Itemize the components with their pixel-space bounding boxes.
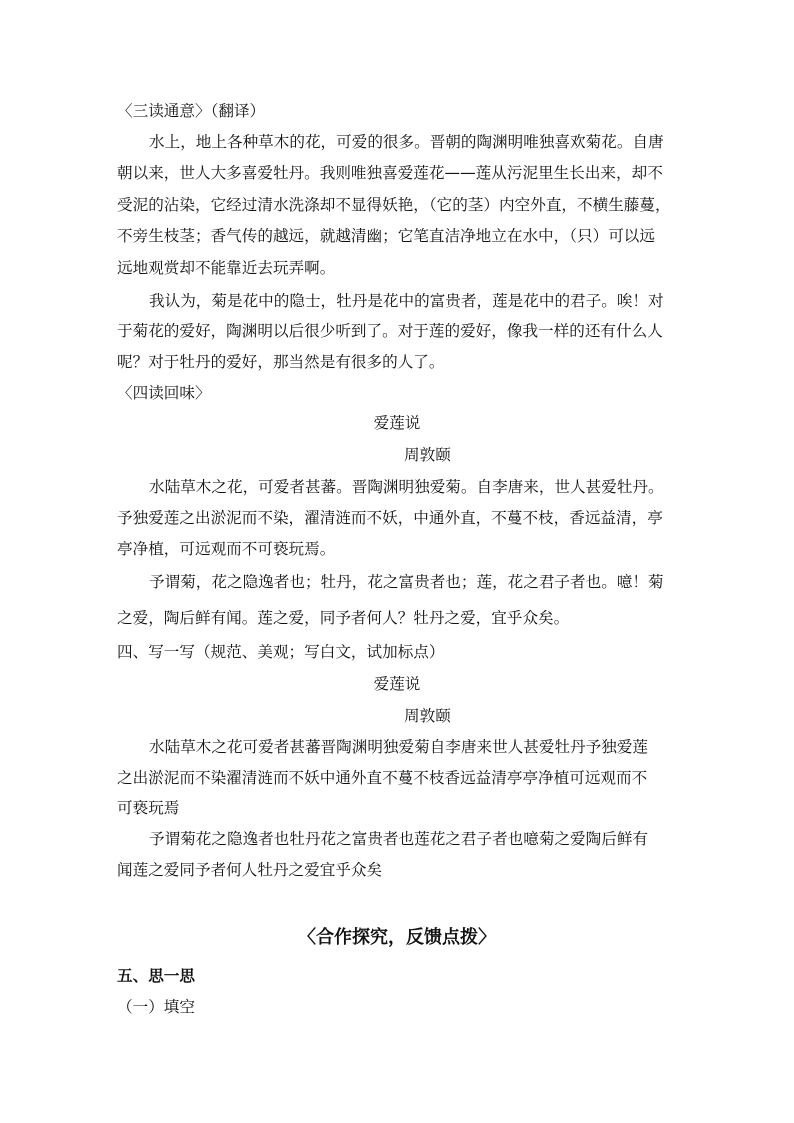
reading-author: 周敦颐: [404, 446, 451, 464]
reading-p1-line: 予独爱莲之出淤泥而不染，濯清涟而不妖，中通外直，不蔓不枝，香远益清，亭: [117, 509, 663, 527]
writing-p1-line: 之出淤泥而不染濯清涟而不妖中通外直不蔓不枝香远益清亭亭净植可远观而不: [117, 769, 648, 787]
writing-p1-line: 可亵玩焉: [117, 799, 180, 817]
reading-p1-line: 亭净植，可远观而不可亵玩焉。: [117, 540, 336, 558]
writing-heading: 四、写一写（规范、美观；写白文，试加标点）: [117, 643, 445, 661]
translation-p1-line: 水上，地上各种草木的花，可爱的很多。晋朝的陶渊明唯独喜欢菊花。自唐: [149, 133, 664, 151]
writing-p2-line: 闻莲之爱同予者何人牡丹之爱宜乎众矣: [117, 861, 383, 879]
writing-author: 周敦颐: [404, 707, 451, 725]
reading-title: 爱莲说: [373, 414, 421, 432]
reading-p1-line: 水陆草木之花，可爱者甚蕃。晋陶渊明独爱菊。自李唐来，世人甚爱牡丹。: [149, 478, 664, 496]
translation-p2-line: 呢？对于牡丹的爱好，那当然是有很多的人了。: [117, 353, 445, 371]
reading-p2-line: 予谓菊，花之隐逸者也；牡丹，花之富贵者也；莲，花之君子者也。噫！菊: [149, 573, 664, 591]
think-subheading: （一）填空: [117, 998, 195, 1016]
think-heading: 五、思一思: [117, 967, 195, 985]
writing-p1-line: 水陆草木之花可爱者甚蕃晋陶渊明独爱菊自李唐来世人甚爱牡丹予独爱莲: [149, 738, 649, 756]
translation-p2-line: 我认为，菊是花中的隐士，牡丹是花中的富贵者，莲是花中的君子。唉！对: [149, 292, 664, 310]
reading-heading: 〈四读回味〉: [117, 384, 211, 402]
translation-heading: 〈三读通意〉（翻译）: [117, 102, 266, 120]
reading-p2-line: 之爱，陶后鲜有闻。莲之爱，同予者何人？牡丹之爱，宜乎众矣。: [117, 609, 570, 627]
translation-p2-line: 于菊花的爱好，陶渊明以后很少听到了。对于莲的爱好，像我一样的还有什么人: [117, 322, 663, 340]
translation-p1-line: 朝以来，世人大多喜爱牡丹。我则唯独喜爱莲花——莲从污泥里生长出来，却不: [117, 164, 663, 182]
translation-p1-line: 受泥的沾染，它经过清水洗涤却不显得妖艳，（它的茎）内空外直，不横生藤蔓，: [117, 196, 671, 214]
writing-p2-line: 予谓菊花之隐逸者也牡丹花之富贵者也莲花之君子者也噫菊之爱陶后鲜有: [149, 830, 649, 848]
writing-title: 爱莲说: [373, 675, 421, 693]
translation-p1-line: 远地观赏却不能靠近去玩弄啊。: [117, 259, 336, 277]
section-heading: 〈合作探究，反馈点拨〉: [298, 927, 496, 948]
translation-p1-line: 不旁生枝茎；香气传的越远，就越清幽；它笔直洁净地立在水中，（只）可以远: [117, 227, 655, 245]
